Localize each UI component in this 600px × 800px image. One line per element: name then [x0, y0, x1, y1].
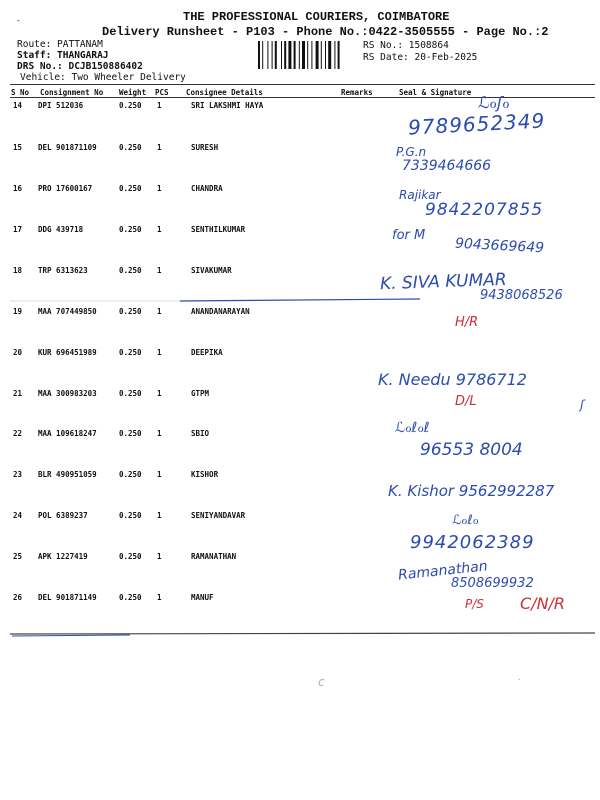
row-consignment: MAA 707449850 [38, 307, 97, 316]
sig-name-23: K. Kishor 9562992287 [388, 482, 555, 500]
row-consignment: MAA 109618247 [38, 429, 97, 438]
route-label: Route: PATTANAM [17, 39, 103, 50]
row-weight: 0.250 [119, 101, 142, 110]
row-sno: 21 [13, 389, 23, 398]
col-sno: S No [11, 88, 30, 97]
sig-remark-26a: P/S [465, 597, 484, 611]
sig-name-15: P.G.n [396, 145, 427, 159]
col-remarks: Remarks [341, 88, 373, 97]
row-weight: 0.250 [119, 307, 142, 316]
company-title: THE PROFESSIONAL COURIERS, COIMBATORE [183, 10, 450, 24]
row-consignee: CHANDRA [191, 184, 223, 193]
row-sno: 19 [13, 307, 23, 316]
row-sno: 16 [13, 184, 23, 193]
row-weight: 0.250 [119, 348, 142, 357]
row-pcs: 1 [157, 348, 162, 357]
row-weight: 0.250 [119, 429, 142, 438]
row-pcs: 1 [157, 225, 162, 234]
row-weight: 0.250 [119, 593, 142, 602]
sig-phone-25: 9942062389 [410, 532, 535, 553]
row-weight: 0.250 [119, 225, 142, 234]
row-weight: 0.250 [119, 470, 142, 479]
sig-phone-17: 9043669649 [454, 235, 545, 257]
sig-scribble-22: ℒℴℓℴℓ [395, 420, 430, 436]
sig-name-26: Ramanathan [397, 558, 489, 584]
sig-phone-15: 7339464666 [402, 158, 492, 174]
stray-mark: . [518, 672, 522, 683]
row-consignee: DEEPIKA [191, 348, 223, 357]
row-consignment: BLR 490951059 [38, 470, 97, 479]
row-sno: 22 [13, 429, 23, 438]
row-consignee: KISHOR [191, 470, 219, 479]
row-consignment: DEL 901871149 [38, 593, 97, 602]
sig-remark-21: D/L [455, 394, 477, 409]
row-weight: 0.250 [119, 266, 142, 275]
row-weight: 0.250 [119, 184, 142, 193]
drs-label: DRS No.: DCJB150886402 [17, 61, 143, 72]
row-sno: 26 [13, 593, 23, 602]
row-consignment: POL 6389237 [38, 511, 88, 520]
row-pcs: 1 [157, 101, 162, 110]
sig-scribble-14: ℒℴʃℴ [478, 93, 510, 112]
row-pcs: 1 [157, 143, 162, 152]
sig-phone-14: 9789652349 [407, 108, 546, 140]
sig-remark-19: H/R [455, 315, 479, 330]
row-pcs: 1 [157, 307, 162, 316]
sig-name-21: K. Needu 9786712 [378, 370, 527, 389]
row-sno: 17 [13, 225, 23, 234]
col-weight: Weight [119, 88, 147, 97]
stray-mark: c [318, 675, 325, 689]
row-consignee: SRI LAKSHMI HAYA [191, 101, 264, 110]
row-weight: 0.250 [119, 143, 142, 152]
runsheet-subtitle: Delivery Runsheet - P103 - Phone No.:0422-3505555 - Page No.:2 [102, 25, 549, 39]
sig-scribble-21: ʃ [580, 398, 585, 412]
rs-date: RS Date: 20-Feb-2025 [363, 52, 478, 63]
vehicle-label: Vehicle: Two Wheeler Delivery [20, 72, 186, 83]
row-consignment: TRP 6313623 [38, 266, 88, 275]
sig-phone-22: 96553 8004 [420, 440, 523, 460]
sig-name-16: Rajikar [399, 188, 441, 202]
sig-name-17: for M [392, 228, 426, 243]
row-consignee: RAMANATHAN [191, 552, 237, 561]
row-consignee: SBIO [191, 429, 210, 438]
row-sno: 14 [13, 101, 23, 110]
row-consignee: SENTHILKUMAR [191, 225, 246, 234]
corner-mark: - [16, 16, 21, 25]
sig-name-18: K. SIVA KUMAR [379, 269, 507, 295]
row-sno: 18 [13, 266, 23, 275]
row-consignment: DPI 512036 [38, 101, 84, 110]
row-consignee: SENIYANDAVAR [191, 511, 246, 520]
col-signature: Seal & Signature [399, 88, 472, 97]
row-sno: 15 [13, 143, 23, 152]
row-sno: 24 [13, 511, 23, 520]
row-consignment: DEL 901871109 [38, 143, 97, 152]
row-consignee: ANANDANARAYAN [191, 307, 250, 316]
row-consignee: SURESH [191, 143, 219, 152]
row-pcs: 1 [157, 429, 162, 438]
row-pcs: 1 [157, 389, 162, 398]
row-pcs: 1 [157, 593, 162, 602]
row-pcs: 1 [157, 511, 162, 520]
row-pcs: 1 [157, 266, 162, 275]
row-consignment: PRO 17600167 [38, 184, 93, 193]
row-consignee: MANUF [191, 593, 214, 602]
sig-remark-26b: C/N/R [520, 594, 566, 613]
sig-phone-16: 9842207855 [425, 200, 544, 220]
row-weight: 0.250 [119, 511, 142, 520]
row-consignee: SIVAKUMAR [191, 266, 232, 275]
row-pcs: 1 [157, 184, 162, 193]
row-weight: 0.250 [119, 389, 142, 398]
sig-phone-26: 8508699932 [451, 576, 534, 591]
row-weight: 0.250 [119, 552, 142, 561]
row-sno: 25 [13, 552, 23, 561]
row-consignee: GTPM [191, 389, 210, 398]
row-sno: 20 [13, 348, 23, 357]
row-pcs: 1 [157, 552, 162, 561]
row-pcs: 1 [157, 470, 162, 479]
row-consignment: MAA 300983203 [38, 389, 97, 398]
col-pcs: PCS [155, 88, 169, 97]
row-consignment: APK 1227419 [38, 552, 88, 561]
sig-scribble-24: ℒℴℓℴ [452, 513, 479, 528]
rs-number: RS No.: 1508864 [363, 40, 449, 51]
sig-phone-18: 9438068526 [480, 288, 563, 303]
col-consignee: Consignee Details [186, 88, 263, 97]
col-consignment: Consignment No [40, 88, 104, 97]
row-consignment: KUR 696451989 [38, 348, 97, 357]
staff-label: Staff: THANGARAJ [17, 50, 109, 61]
row-consignment: DDG 439718 [38, 225, 84, 234]
row-sno: 23 [13, 470, 23, 479]
